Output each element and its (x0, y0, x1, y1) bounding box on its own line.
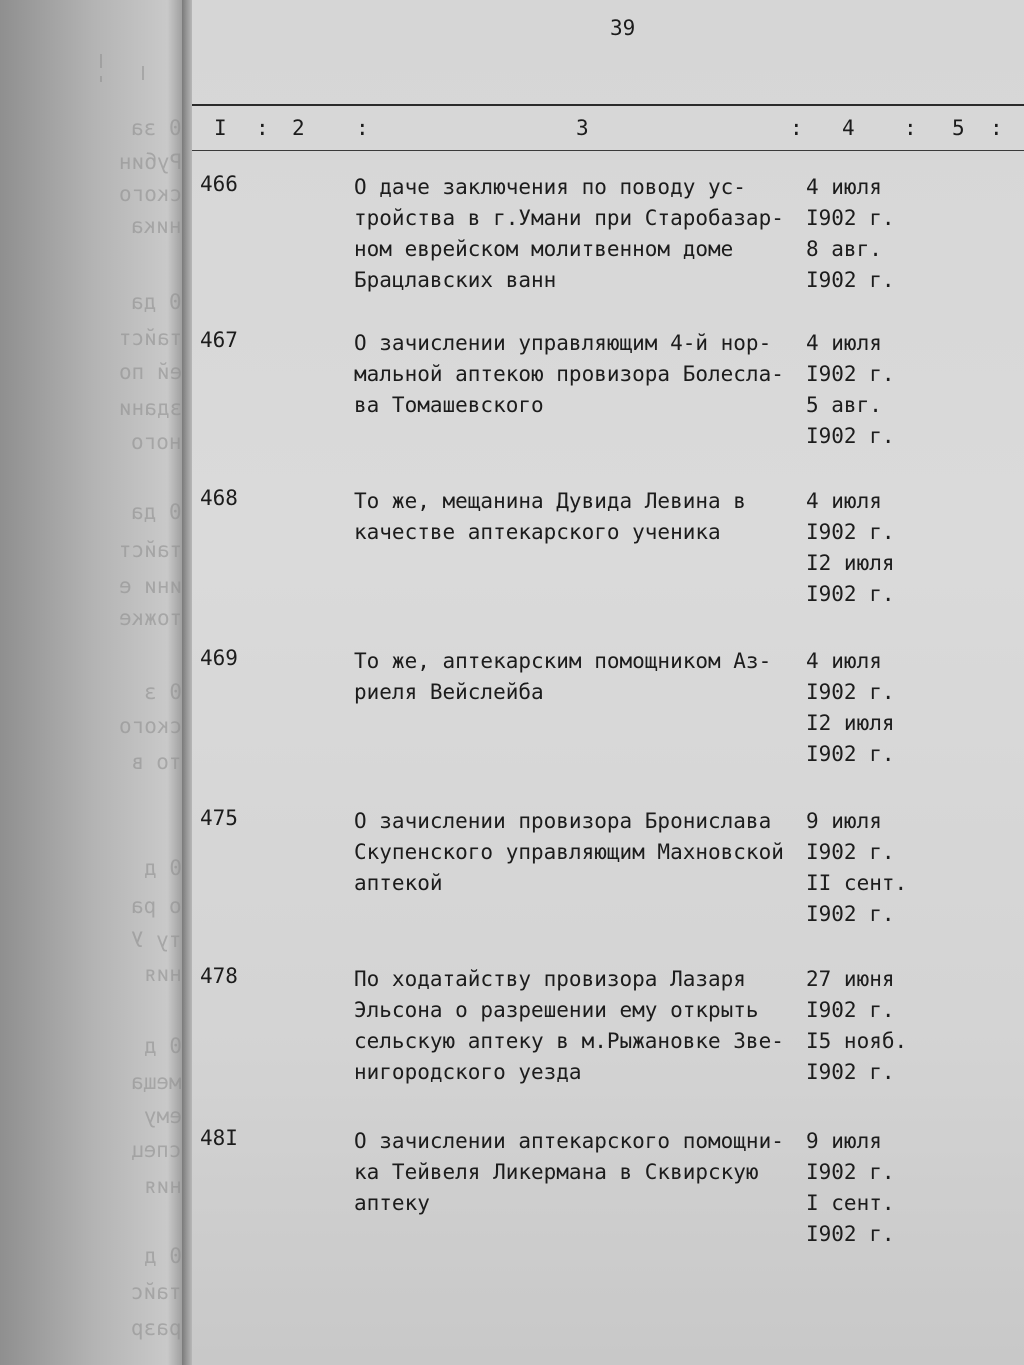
entry-title: О зачислении провизора Бронислава Скупенского управляющим Махновской аптекой (354, 809, 784, 895)
bleed-through-text: 0 д (144, 856, 182, 880)
entry-dates: 4 июля I902 г. 5 авг. I902 г. (806, 331, 895, 448)
bleed-through-text: спец (131, 1138, 182, 1162)
bleed-through-text: ного (131, 430, 182, 454)
left-page-mark (142, 66, 144, 80)
bleed-through-text: меща (131, 1070, 182, 1094)
bleed-through-text: ского (118, 182, 182, 206)
bleed-through-text: то в (131, 750, 182, 774)
entry-title: О зачислении управляющим 4-й нор- мальной аптекою провизора Болесла- ва Томашевского (354, 331, 784, 417)
bleed-through-text: ей по (118, 360, 182, 384)
bleed-through-text: тайст (118, 326, 182, 350)
bleed-through-text: 0 д (144, 1244, 182, 1268)
bleed-through-text: разр (131, 1316, 182, 1340)
bleed-through-text: ту У (131, 928, 182, 952)
entry-title: То же, аптекарским помощником Аз- риеля Вейслейба (354, 649, 772, 704)
bleed-through-text: 0 да (131, 500, 182, 524)
bleed-through-text: ини е (118, 574, 182, 598)
entry-dates: 9 июля I902 г. I сент. I902 г. (806, 1129, 895, 1246)
left-page-mark (100, 54, 102, 68)
bleed-through-text: ния (144, 1174, 182, 1198)
bleed-through-text: Рубин (118, 150, 182, 174)
entry-number: 467 (200, 328, 238, 352)
column-header-separator: : (990, 116, 1003, 140)
column-header-5: 5 (952, 116, 965, 140)
left-page-edge (0, 0, 190, 1365)
bleed-through-text: ему (144, 1104, 182, 1128)
page-number: 39 (610, 16, 636, 40)
column-header-2: 2 (292, 116, 305, 140)
entry-number: 478 (200, 964, 238, 988)
bleed-through-text: 0 да (131, 290, 182, 314)
bleed-through-text: 0 за (131, 116, 182, 140)
header-rule-bottom (192, 150, 1024, 151)
bleed-through-text: 0 д (144, 1034, 182, 1058)
entry-title: По ходатайству провизора Лазаря Эльсона о разрешении ему открыть сельскую аптеку в м.Рыжановке Зве- нигородского уезда (354, 967, 784, 1084)
bleed-through-text: ния (144, 962, 182, 986)
entry-number: 469 (200, 646, 238, 670)
entry-title: О зачислении аптекарского помощни- ка Тейвеля Ликермана в Сквирскую аптеку (354, 1129, 784, 1215)
entry-dates: 27 июня I902 г. I5 нояб. I902 г. (806, 967, 908, 1084)
entry-title: О даче заключения по поводу ус- тройства в г.Умани при Старобазар- ном еврейском молитвенном доме Брацлавских ванн (354, 175, 784, 292)
entry-title: То же, мещанина Дувида Левина в качестве аптекарского ученика (354, 489, 746, 544)
document-page (192, 0, 1024, 1365)
entry-number: 466 (200, 172, 238, 196)
bleed-through-text: ского (118, 714, 182, 738)
column-header-separator: : (256, 116, 269, 140)
bleed-through-text: тожке (118, 606, 182, 630)
bleed-through-text: тайс (131, 1280, 182, 1304)
bleed-through-text: тайст (118, 538, 182, 562)
header-rule-top (192, 104, 1024, 106)
column-header-1: I (214, 116, 227, 140)
bleed-through-text: здани (118, 396, 182, 420)
entry-dates: 9 июля I902 г. II сент. I902 г. (806, 809, 908, 926)
column-header-4: 4 (842, 116, 855, 140)
entry-dates: 4 июля I902 г. 8 авг. I902 г. (806, 175, 895, 292)
bleed-through-text: о ра (131, 894, 182, 918)
left-page-mark (100, 76, 102, 82)
bleed-through-text: 0 з (144, 680, 182, 704)
column-header-3: 3 (576, 116, 589, 140)
entry-number: 48I (200, 1126, 238, 1150)
entry-number: 475 (200, 806, 238, 830)
entry-dates: 4 июля I902 г. I2 июля I902 г. (806, 649, 895, 766)
entry-dates: 4 июля I902 г. I2 июля I902 г. (806, 489, 895, 606)
entry-number: 468 (200, 486, 238, 510)
column-header-separator: : (356, 116, 369, 140)
bleed-through-text: ника (131, 214, 182, 238)
column-header-separator: : (790, 116, 803, 140)
column-header-separator: : (904, 116, 917, 140)
